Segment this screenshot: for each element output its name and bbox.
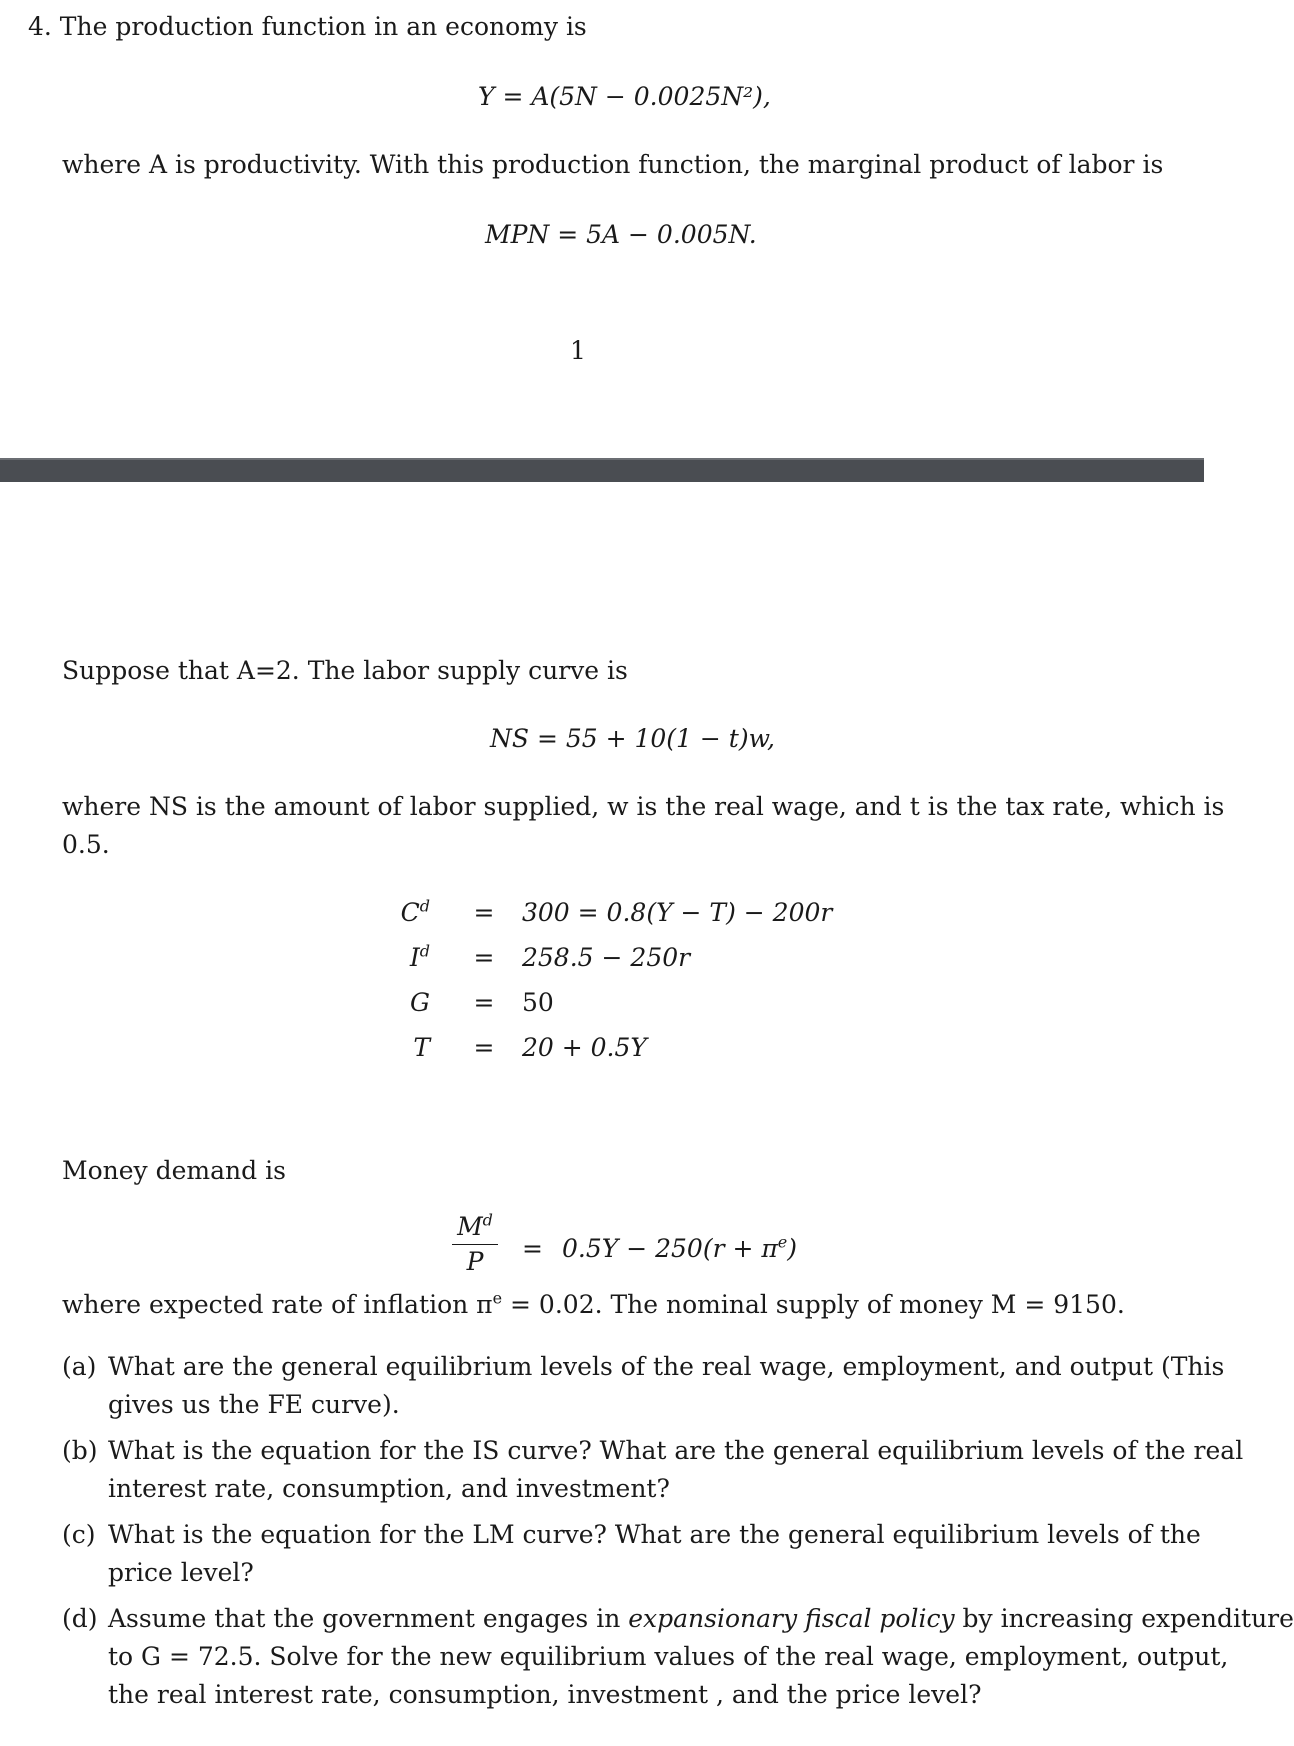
list-item-label: (b) xyxy=(62,1436,98,1465)
system-id-lhs: $I^d$ xyxy=(409,941,430,972)
money-demand-fraction xyxy=(450,1212,500,1277)
page-separator xyxy=(0,458,1204,482)
system-t-equals: = xyxy=(473,1033,495,1062)
system-row-t xyxy=(350,1031,850,1065)
equation-labor-supply: NS = 55 + 10(1 − t)w, xyxy=(490,724,775,753)
fraction-bar xyxy=(452,1244,498,1245)
equation-mpn: MPN = 5A − 0.005N. xyxy=(485,220,757,249)
paragraph-inflation: where expected rate of inflation $\pi^e = 0.02$. The nominal supply of money M = 9150. xyxy=(62,1288,1125,1319)
list-item-text-line2: interest rate, consumption, and investment? xyxy=(108,1474,670,1503)
list-item-text-line1: What is the equation for the IS curve? What are the general equilibrium levels of the real xyxy=(108,1436,1244,1465)
system-g-lhs: G xyxy=(410,988,430,1017)
system-g-rhs: 50 xyxy=(522,988,554,1017)
money-demand-rhs: $0.5Y - 250(r + \pi^e)$ xyxy=(562,1232,798,1263)
list-item-label: (c) xyxy=(62,1520,96,1549)
list-item-d xyxy=(62,1600,1294,1714)
paragraph-suppose: Suppose that A=2. The labor supply curve is xyxy=(62,656,628,685)
system-t-lhs: T xyxy=(413,1033,430,1062)
list-item-text-line3: the real interest rate, consumption, investment , and the price level? xyxy=(108,1680,982,1709)
system-row-cd xyxy=(350,896,850,930)
paragraph-money-demand: Money demand is xyxy=(62,1156,286,1185)
money-demand-denominator: P xyxy=(466,1247,484,1276)
system-g-equals: = xyxy=(473,988,495,1017)
system-row-g xyxy=(350,986,850,1020)
system-row-id xyxy=(350,941,850,975)
paragraph-where-a: where A is productivity. With this production function, the marginal product of labor is xyxy=(62,150,1164,179)
list-item-text-line1: Assume that the government engages in expansionary fiscal policy by increasing expenditure xyxy=(108,1604,1294,1633)
system-cd-lhs: $C^d$ xyxy=(400,896,430,927)
list-item-label: (d) xyxy=(62,1604,98,1633)
equation-production: Y = A(5N − 0.0025N²), xyxy=(478,82,771,111)
system-cd-equals: = xyxy=(473,898,495,927)
list-item-text-line2: price level? xyxy=(108,1558,254,1587)
list-item-c xyxy=(62,1516,1201,1592)
list-item-text-line2: to G = 72.5. Solve for the new equilibrium values of the real wage, employment, output, xyxy=(108,1642,1229,1671)
question-header: 4. The production function in an economy is xyxy=(28,12,587,41)
list-item-a xyxy=(62,1348,1225,1424)
paragraph-ns-where-line1: where NS is the amount of labor supplied, w is the real wage, and t is the tax rate, which is xyxy=(62,792,1225,821)
system-cd-rhs: 300 = 0.8(Y − T) − 200r xyxy=(522,898,833,927)
system-t-rhs: 20 + 0.5Y xyxy=(522,1033,647,1062)
system-id-equals: = xyxy=(473,943,495,972)
system-id-rhs: 258.5 − 250r xyxy=(522,943,691,972)
list-item-text-line2: gives us the FE curve). xyxy=(108,1390,400,1419)
money-demand-numerator: $M^d$ xyxy=(457,1210,493,1241)
list-item-text-line1: What are the general equilibrium levels of the real wage, employment, and output (This xyxy=(108,1352,1225,1381)
page-1 xyxy=(0,0,1204,458)
list-item-b xyxy=(62,1432,1244,1508)
page-number: 1 xyxy=(570,336,586,365)
list-item-label: (a) xyxy=(62,1352,97,1381)
emphasis-fiscal-policy: expansionary fiscal policy xyxy=(628,1604,955,1633)
page-2 xyxy=(0,482,1294,1746)
list-item-text-line1: What is the equation for the LM curve? What are the general equilibrium levels of the xyxy=(108,1520,1201,1549)
money-demand-equals: = xyxy=(522,1234,543,1263)
paragraph-ns-where-line2: 0.5. xyxy=(62,830,110,859)
